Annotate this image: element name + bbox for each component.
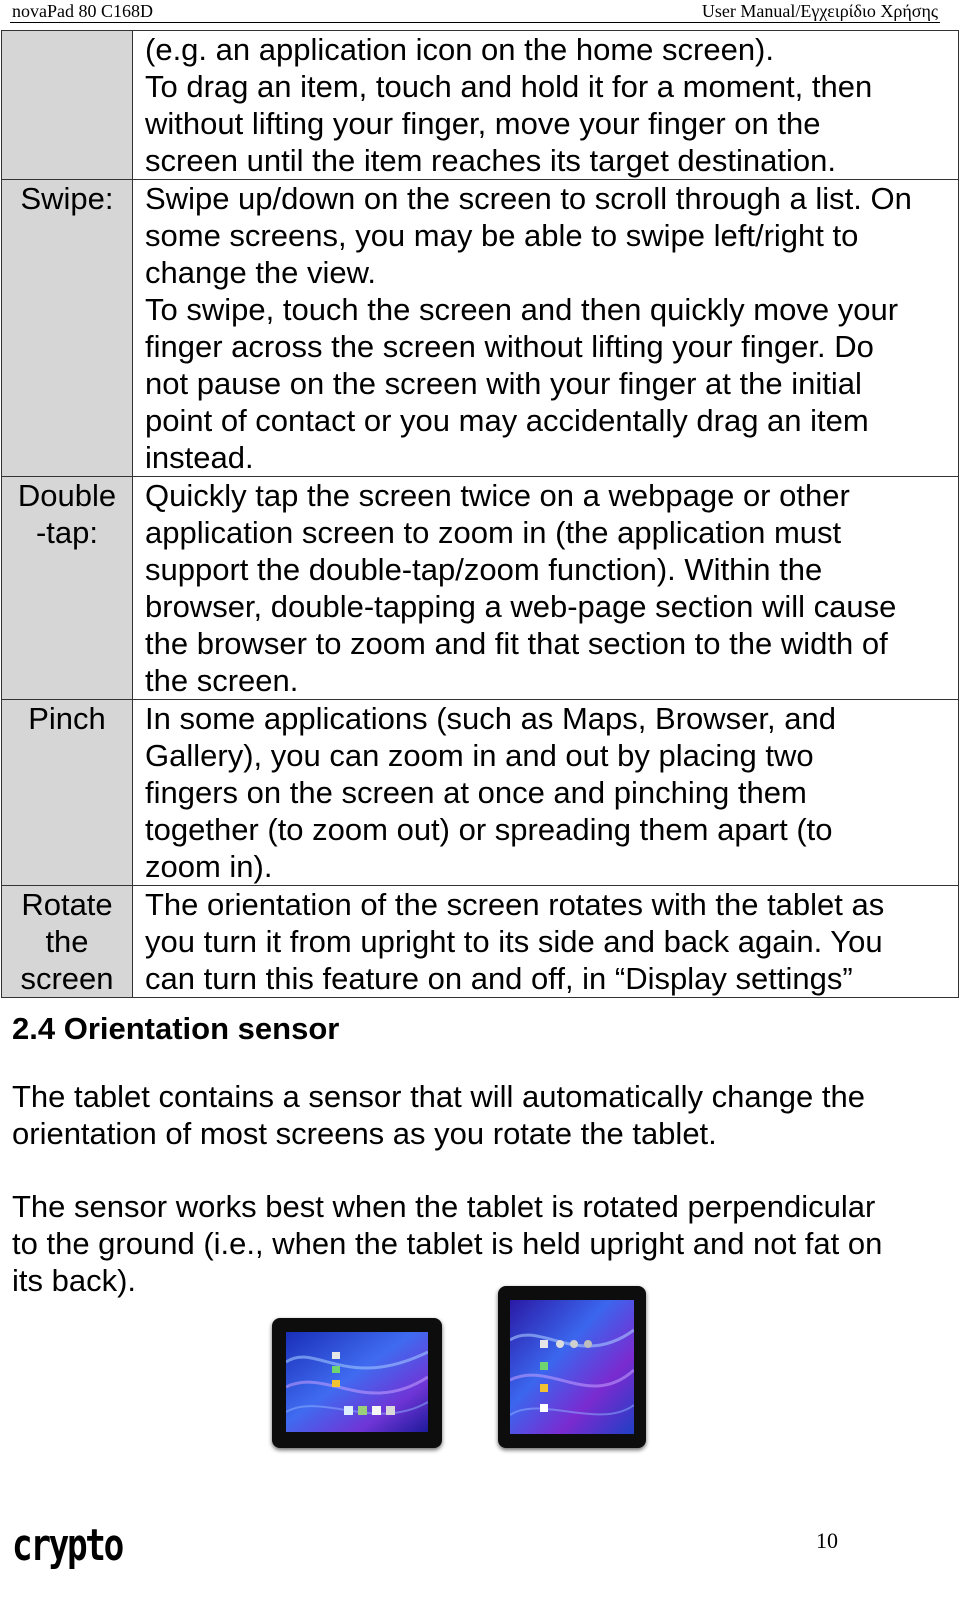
table-row bbox=[2, 477, 959, 700]
paragraph-line: The sensor works best when the tablet is rotated perpendicular bbox=[12, 1189, 876, 1224]
gesture-term-cell bbox=[2, 700, 133, 886]
gesture-description-line: Swipe up/down on the screen to scroll through a list. On bbox=[145, 181, 912, 216]
gesture-term: Double bbox=[17, 478, 117, 513]
crypto-logo: crypto bbox=[12, 1520, 122, 1571]
gesture-description-line: without lifting your finger, move your finger on the bbox=[145, 106, 821, 141]
gesture-description-line: Quickly tap the screen twice on a webpage or other bbox=[145, 478, 850, 513]
gesture-term-cell bbox=[2, 180, 133, 477]
paragraph-sensor-usage bbox=[12, 1188, 942, 1299]
paragraph-sensor-intro bbox=[12, 1078, 942, 1152]
page-number: 10 bbox=[816, 1528, 838, 1553]
gesture-description-line: In some applications (such as Maps, Browser, and bbox=[145, 701, 836, 736]
gesture-term: Swipe: bbox=[20, 181, 114, 216]
gesture-description-line: (e.g. an application icon on the home screen). bbox=[145, 32, 774, 67]
gesture-term: the bbox=[45, 924, 89, 959]
gesture-term: screen bbox=[20, 961, 114, 996]
gesture-description-line: point of contact or you may accidentally drag an item bbox=[145, 403, 869, 438]
header-product-name: novaPad 80 C168D bbox=[12, 1, 153, 21]
gesture-description-line: zoom in). bbox=[145, 849, 273, 884]
table-row bbox=[2, 31, 959, 180]
gesture-term: -tap: bbox=[35, 515, 99, 550]
section-heading: 2.4 Orientation sensor bbox=[12, 1011, 340, 1046]
gesture-description-line: change the view. bbox=[145, 255, 376, 290]
gesture-description-line: fingers on the screen at once and pinching them bbox=[145, 775, 807, 810]
page-header bbox=[10, 0, 940, 23]
gesture-description-line: not pause on the screen with your finger at the initial bbox=[145, 366, 862, 401]
gesture-term-cell bbox=[2, 886, 133, 998]
gesture-description-line: Gallery), you can zoom in and out by placing two bbox=[145, 738, 814, 773]
tablet-portrait-image bbox=[498, 1286, 646, 1448]
gesture-term: Pinch bbox=[28, 701, 106, 736]
paragraph-line: orientation of most screens as you rotate the tablet. bbox=[12, 1116, 717, 1151]
wallpaper-icon bbox=[286, 1332, 428, 1432]
gesture-term: Rotate bbox=[21, 887, 113, 922]
gesture-description-line: some screens, you may be able to swipe left/right to bbox=[145, 218, 859, 253]
gesture-description-cell bbox=[133, 700, 959, 886]
gesture-description-line: The orientation of the screen rotates with the tablet as bbox=[145, 887, 885, 922]
gesture-description-cell bbox=[133, 886, 959, 998]
table-row bbox=[2, 886, 959, 998]
table-row bbox=[2, 700, 959, 886]
gesture-description-line: instead. bbox=[145, 440, 254, 475]
gesture-description-line: application screen to zoom in (the application must bbox=[145, 515, 842, 550]
gesture-description-line: To drag an item, touch and hold it for a moment, then bbox=[145, 69, 873, 104]
gesture-description-line: you turn it from upright to its side and back again. You bbox=[145, 924, 883, 959]
gesture-description-line: finger across the screen without lifting your finger. Do bbox=[145, 329, 874, 364]
gesture-term-cell bbox=[2, 31, 133, 180]
gesture-description-line: To swipe, touch the screen and then quickly move your bbox=[145, 292, 899, 327]
gesture-description-line: support the double-tap/zoom function). Within the bbox=[145, 552, 823, 587]
gesture-table bbox=[1, 30, 959, 998]
gesture-description-line: the browser to zoom and fit that section to the width of bbox=[145, 626, 888, 661]
tablet-portrait-screen bbox=[510, 1300, 634, 1434]
header-manual-title: User Manual/Εγχειρίδιο Χρήσης bbox=[701, 1, 938, 21]
gesture-description-cell bbox=[133, 31, 959, 180]
gesture-description-line: the screen. bbox=[145, 663, 299, 698]
paragraph-line: its back). bbox=[12, 1263, 137, 1298]
gesture-description-line: screen until the item reaches its target destination. bbox=[145, 143, 836, 178]
gesture-description-line: together (to zoom out) or spreading them apart (to bbox=[145, 812, 833, 847]
gesture-description-line: can turn this feature on and off, in “Display settings” bbox=[145, 961, 853, 996]
gesture-description-cell bbox=[133, 477, 959, 700]
gesture-description-cell bbox=[133, 180, 959, 477]
paragraph-line: to the ground (i.e., when the tablet is held upright and not fat on bbox=[12, 1226, 883, 1261]
gesture-term-cell bbox=[2, 477, 133, 700]
gesture-description-line: browser, double-tapping a web-page section will cause bbox=[145, 589, 897, 624]
table-row bbox=[2, 180, 959, 477]
tablet-landscape-screen bbox=[286, 1332, 428, 1432]
paragraph-line: The tablet contains a sensor that will automatically change the bbox=[12, 1079, 865, 1114]
wallpaper-icon bbox=[510, 1300, 634, 1434]
tablet-landscape-image bbox=[272, 1318, 442, 1448]
